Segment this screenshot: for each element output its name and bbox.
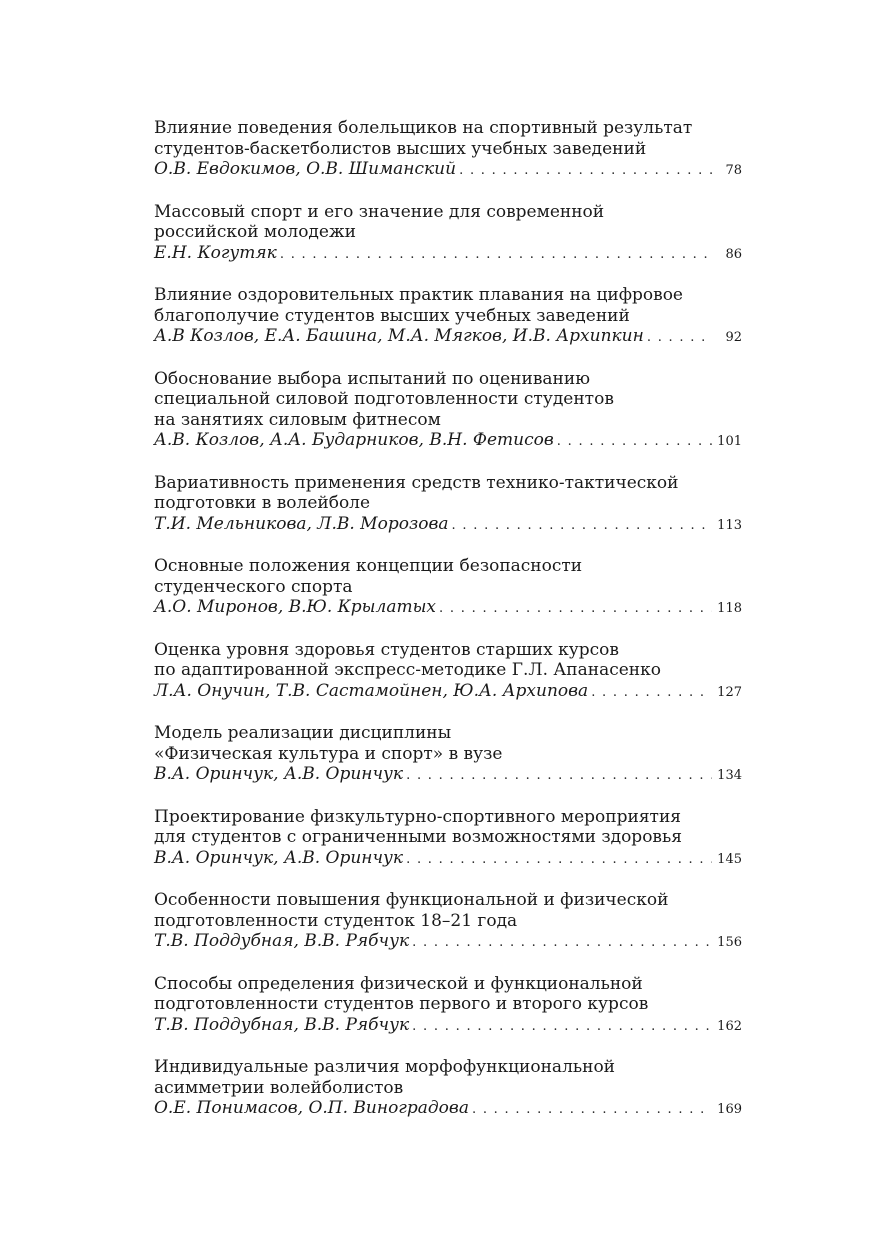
- toc-entry-title-line: студенческого спорта: [154, 576, 353, 597]
- toc-entry-author-row: [154, 848, 742, 871]
- toc-entry-title-line: Массовый спорт и его значение для современной: [154, 201, 605, 222]
- toc-entry: [154, 974, 742, 1038]
- toc-entry-page-number: 86: [725, 246, 742, 262]
- toc-entry-page-number: 156: [717, 935, 742, 950]
- dot-leader: [412, 1017, 712, 1038]
- toc-entry-page-number: 113: [717, 517, 742, 533]
- toc-entry-title-line: подготовки в волейболе: [154, 493, 371, 513]
- toc-entry-authors: А.В. Козлов, А.А. Бударников, В.Н. Фетисов: [154, 430, 554, 450]
- toc-entry-author-row: [154, 931, 742, 954]
- toc-entry-title-line: студентов-баскетболистов высших учебных заведений: [154, 138, 647, 159]
- toc-entry-title-line: Вариативность применения средств технико-тактической: [154, 472, 679, 493]
- toc-entry-author-row: [154, 597, 742, 620]
- toc-entry-authors: В.А. Оринчук, А.В. Оринчук: [154, 764, 404, 784]
- toc-entry-authors: О.В. Евдокимов, О.В. Шиманский: [154, 159, 457, 179]
- toc-entry-title-line: асимметрии волейболистов: [154, 1077, 404, 1098]
- toc-entry-title-line: «Физическая культура и спорт» в вузе: [154, 743, 503, 764]
- toc-entry-title-line: по адаптированной экспресс-методике Г.Л. Апанасенко: [154, 660, 661, 680]
- dot-leader: [406, 766, 712, 787]
- toc-entry: [154, 640, 742, 704]
- toc-entry-page-number: 127: [717, 684, 742, 700]
- dot-leader: [647, 328, 712, 349]
- dot-leader: [459, 161, 712, 182]
- toc-entry-title-line: Проектирование физкультурно-спортивного мероприятия: [154, 806, 682, 827]
- toc-entry: [154, 369, 742, 453]
- toc-entry: [154, 118, 742, 182]
- toc-entry-authors: А.В Козлов, Е.А. Башина, М.А. Мягков, И.В. Архипкин: [154, 326, 644, 346]
- dot-leader: [557, 432, 712, 453]
- dot-leader: [591, 683, 712, 704]
- dot-leader: [280, 245, 712, 266]
- toc-entry-author-row: [154, 159, 742, 182]
- toc-entry-title-line: Индивидуальные различия морфофункциональной: [154, 1057, 616, 1077]
- toc-entry: [154, 285, 742, 349]
- dot-leader: [472, 1100, 712, 1121]
- toc-entry-page-number: 78: [725, 163, 742, 178]
- toc-entry-title-line: Основные положения концепции безопасности: [154, 556, 583, 576]
- toc-entry-title-line: Модель реализации дисциплины: [154, 723, 452, 743]
- toc-entry: [154, 890, 742, 954]
- toc-entry-author-row: [154, 243, 742, 266]
- toc-entry-author-row: [154, 1098, 742, 1121]
- toc-entry-title-line: Влияние оздоровительных практик плавания на цифровое: [154, 285, 683, 305]
- toc-entry-author-row: [154, 1015, 742, 1038]
- toc-entry-author-row: [154, 514, 742, 537]
- toc-entry-authors: Е.Н. Когутяк: [154, 242, 277, 263]
- dot-leader: [451, 516, 712, 537]
- toc-entry-page-number: 134: [717, 768, 742, 783]
- toc-entry-page-number: 162: [717, 1018, 742, 1034]
- toc-entry-authors: В.А. Оринчук, А.В. Оринчук: [154, 847, 404, 868]
- toc-entry-authors: А.О. Миронов, В.Ю. Крылатых: [154, 597, 437, 617]
- toc-entry-author-row: [154, 681, 742, 704]
- toc-entry-authors: Т.В. Поддубная, В.В. Рябчук: [154, 931, 410, 951]
- toc-entry-page-number: 118: [717, 601, 742, 616]
- dot-leader: [439, 599, 712, 620]
- toc-entry-page-number: 92: [725, 330, 742, 345]
- toc-entry: [154, 473, 742, 537]
- toc-entry: [154, 202, 742, 266]
- table-of-contents: [154, 118, 742, 1141]
- toc-entry-title-line: подготовленности студенток 18–21 года: [154, 910, 518, 931]
- toc-entry-authors: Т.И. Мельникова, Л.В. Морозова: [154, 513, 449, 534]
- toc-entry: [154, 807, 742, 871]
- toc-entry: [154, 723, 742, 787]
- toc-entry-title-line: подготовленности студентов первого и второго курсов: [154, 994, 649, 1014]
- toc-entry-authors: Т.В. Поддубная, В.В. Рябчук: [154, 1014, 410, 1035]
- toc-entry: [154, 556, 742, 620]
- toc-entry-title-line: для студентов с ограниченными возможностями здоровья: [154, 827, 682, 847]
- toc-entry-author-row: [154, 326, 742, 349]
- toc-entry-title-line: Особенности повышения функциональной и физической: [154, 890, 669, 910]
- toc-entry: [154, 1057, 742, 1121]
- toc-entry-title-line: Обоснование выбора испытаний по оцениванию: [154, 368, 590, 389]
- toc-entry-page-number: 169: [717, 1102, 742, 1117]
- toc-entry-title-line: специальной силовой подготовленности студентов: [154, 389, 614, 409]
- toc-entry-page-number: 101: [717, 434, 742, 449]
- toc-entry-title-line: на занятиях силовым фитнесом: [154, 409, 441, 430]
- toc-entry-title-line: благополучие студентов высших учебных заведений: [154, 305, 630, 326]
- dot-leader: [406, 850, 712, 871]
- toc-entry-title-line: Влияние поведения болельщиков на спортивный результат: [154, 118, 693, 138]
- toc-entry-title-line: российской молодежи: [154, 222, 356, 242]
- dot-leader: [412, 933, 712, 954]
- toc-entry-page-number: 145: [717, 851, 742, 867]
- toc-entry-authors: Л.А. Онучин, Т.В. Састамойнен, Ю.А. Архипова: [154, 680, 589, 701]
- toc-entry-authors: О.Е. Понимасов, О.П. Виноградова: [154, 1098, 469, 1118]
- toc-entry-title-line: Способы определения физической и функциональной: [154, 973, 643, 994]
- toc-entry-author-row: [154, 764, 742, 787]
- toc-entry-author-row: [154, 430, 742, 453]
- toc-entry-title-line: Оценка уровня здоровья студентов старших курсов: [154, 639, 619, 660]
